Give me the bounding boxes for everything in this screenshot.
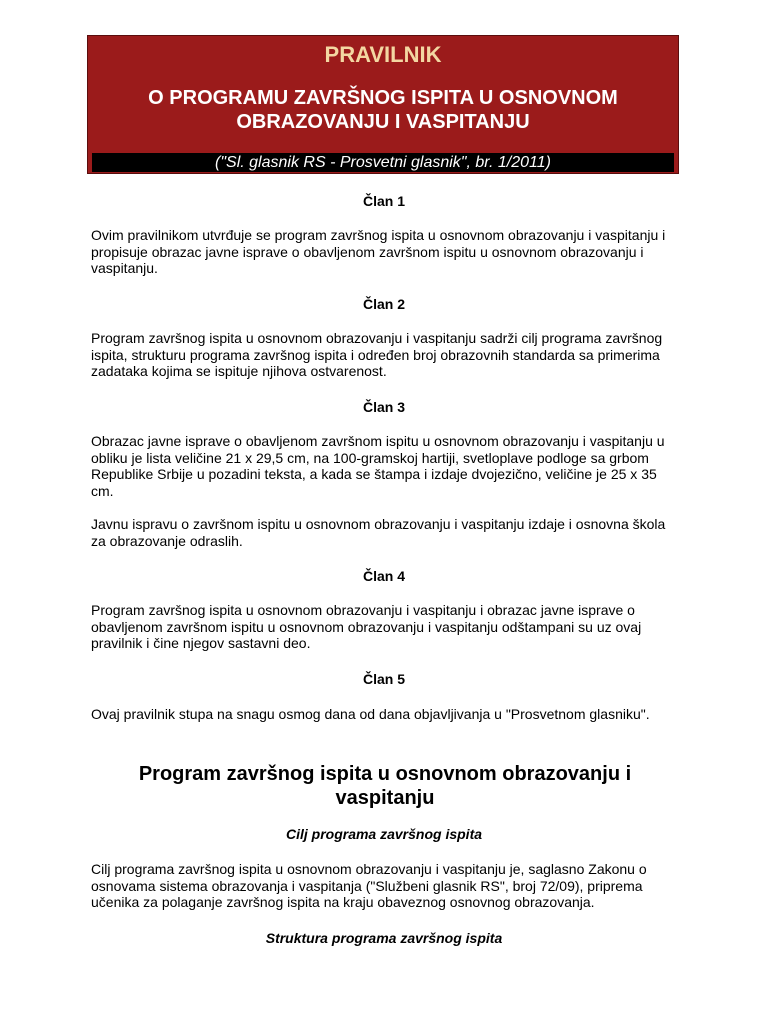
article-5-heading: Član 5 xyxy=(362,671,405,687)
goal-heading: Cilj programa završnog ispita xyxy=(285,826,483,842)
article-1-paragraph: Ovim pravilnikom utvrđuje se program završnog ispita u osnovnom obrazovanju i vaspitanju i propisuje obrazac javne isprave o obavljenom završnom ispitu u osnovnom obrazovanju i vaspitanju. xyxy=(91,227,666,276)
program-title: Program završnog ispita u osnovnom obrazovanju i vaspitanju xyxy=(138,763,632,809)
document-source: ("Sl. glasnik RS - Prosvetni glasnik", br. 1/2011) xyxy=(92,153,674,172)
article-1-heading: Član 1 xyxy=(362,193,405,209)
article-3-heading: Član 3 xyxy=(362,399,405,415)
article-3-paragraph-2: Javnu ispravu o završnom ispitu u osnovnom obrazovanju i vaspitanju izdaje i osnovna škola za obrazovanje odraslih. xyxy=(91,516,666,549)
document-header-banner xyxy=(87,35,679,174)
document-title: PRAVILNIK xyxy=(324,42,442,67)
article-5-paragraph: Ovaj pravilnik stupa na snagu osmog dana od dana objavljivanja u "Prosvetnom glasniku". xyxy=(91,706,650,722)
structure-heading: Struktura programa završnog ispita xyxy=(265,930,503,946)
article-2-paragraph: Program završnog ispita u osnovnom obrazovanju i vaspitanju sadrži cilj programa završnog ispita, strukturu programa završnog ispita i određen broj obrazovnih standarda sa primerima zadataka kojima se ispituje njihova ostvarenost. xyxy=(91,330,663,379)
article-4-paragraph: Program završnog ispita u osnovnom obrazovanju i vaspitanju i obrazac javne isprave o obavljenom završnom ispitu u osnovnom obrazovanju i vaspitanju odštampani su uz ovaj pravilnik i čine njegov sastavni deo. xyxy=(91,602,642,651)
article-4-heading: Član 4 xyxy=(362,568,405,584)
article-3-paragraph-1: Obrazac javne isprave o obavljenom završnom ispitu u osnovnom obrazovanju i vaspitanju u obliku je lista veličine 21 x 29,5 cm, na 100-gramskoj hartiji, svetloplave podloge sa grbom Republike Srbije u pozadini teksta, a kada se štampa i izdaje dvojezično, veličine je 25 x 35 cm. xyxy=(91,433,665,499)
document-subtitle: O PROGRAMU ZAVRŠNOG ISPITA U OSNOVNOM OBRAZOVANJU I VASPITANJU xyxy=(148,87,618,133)
article-2-heading: Član 2 xyxy=(362,296,405,312)
goal-paragraph: Cilj programa završnog ispita u osnovnom obrazovanju i vaspitanju je, saglasno Zakonu o osnovama sistema obrazovanja i vaspitanja ("Službeni glasnik RS", broj 72/09), priprema učenika za polaganje završnog ispita na kraju obaveznog osnovnog obrazovanja. xyxy=(91,861,647,910)
